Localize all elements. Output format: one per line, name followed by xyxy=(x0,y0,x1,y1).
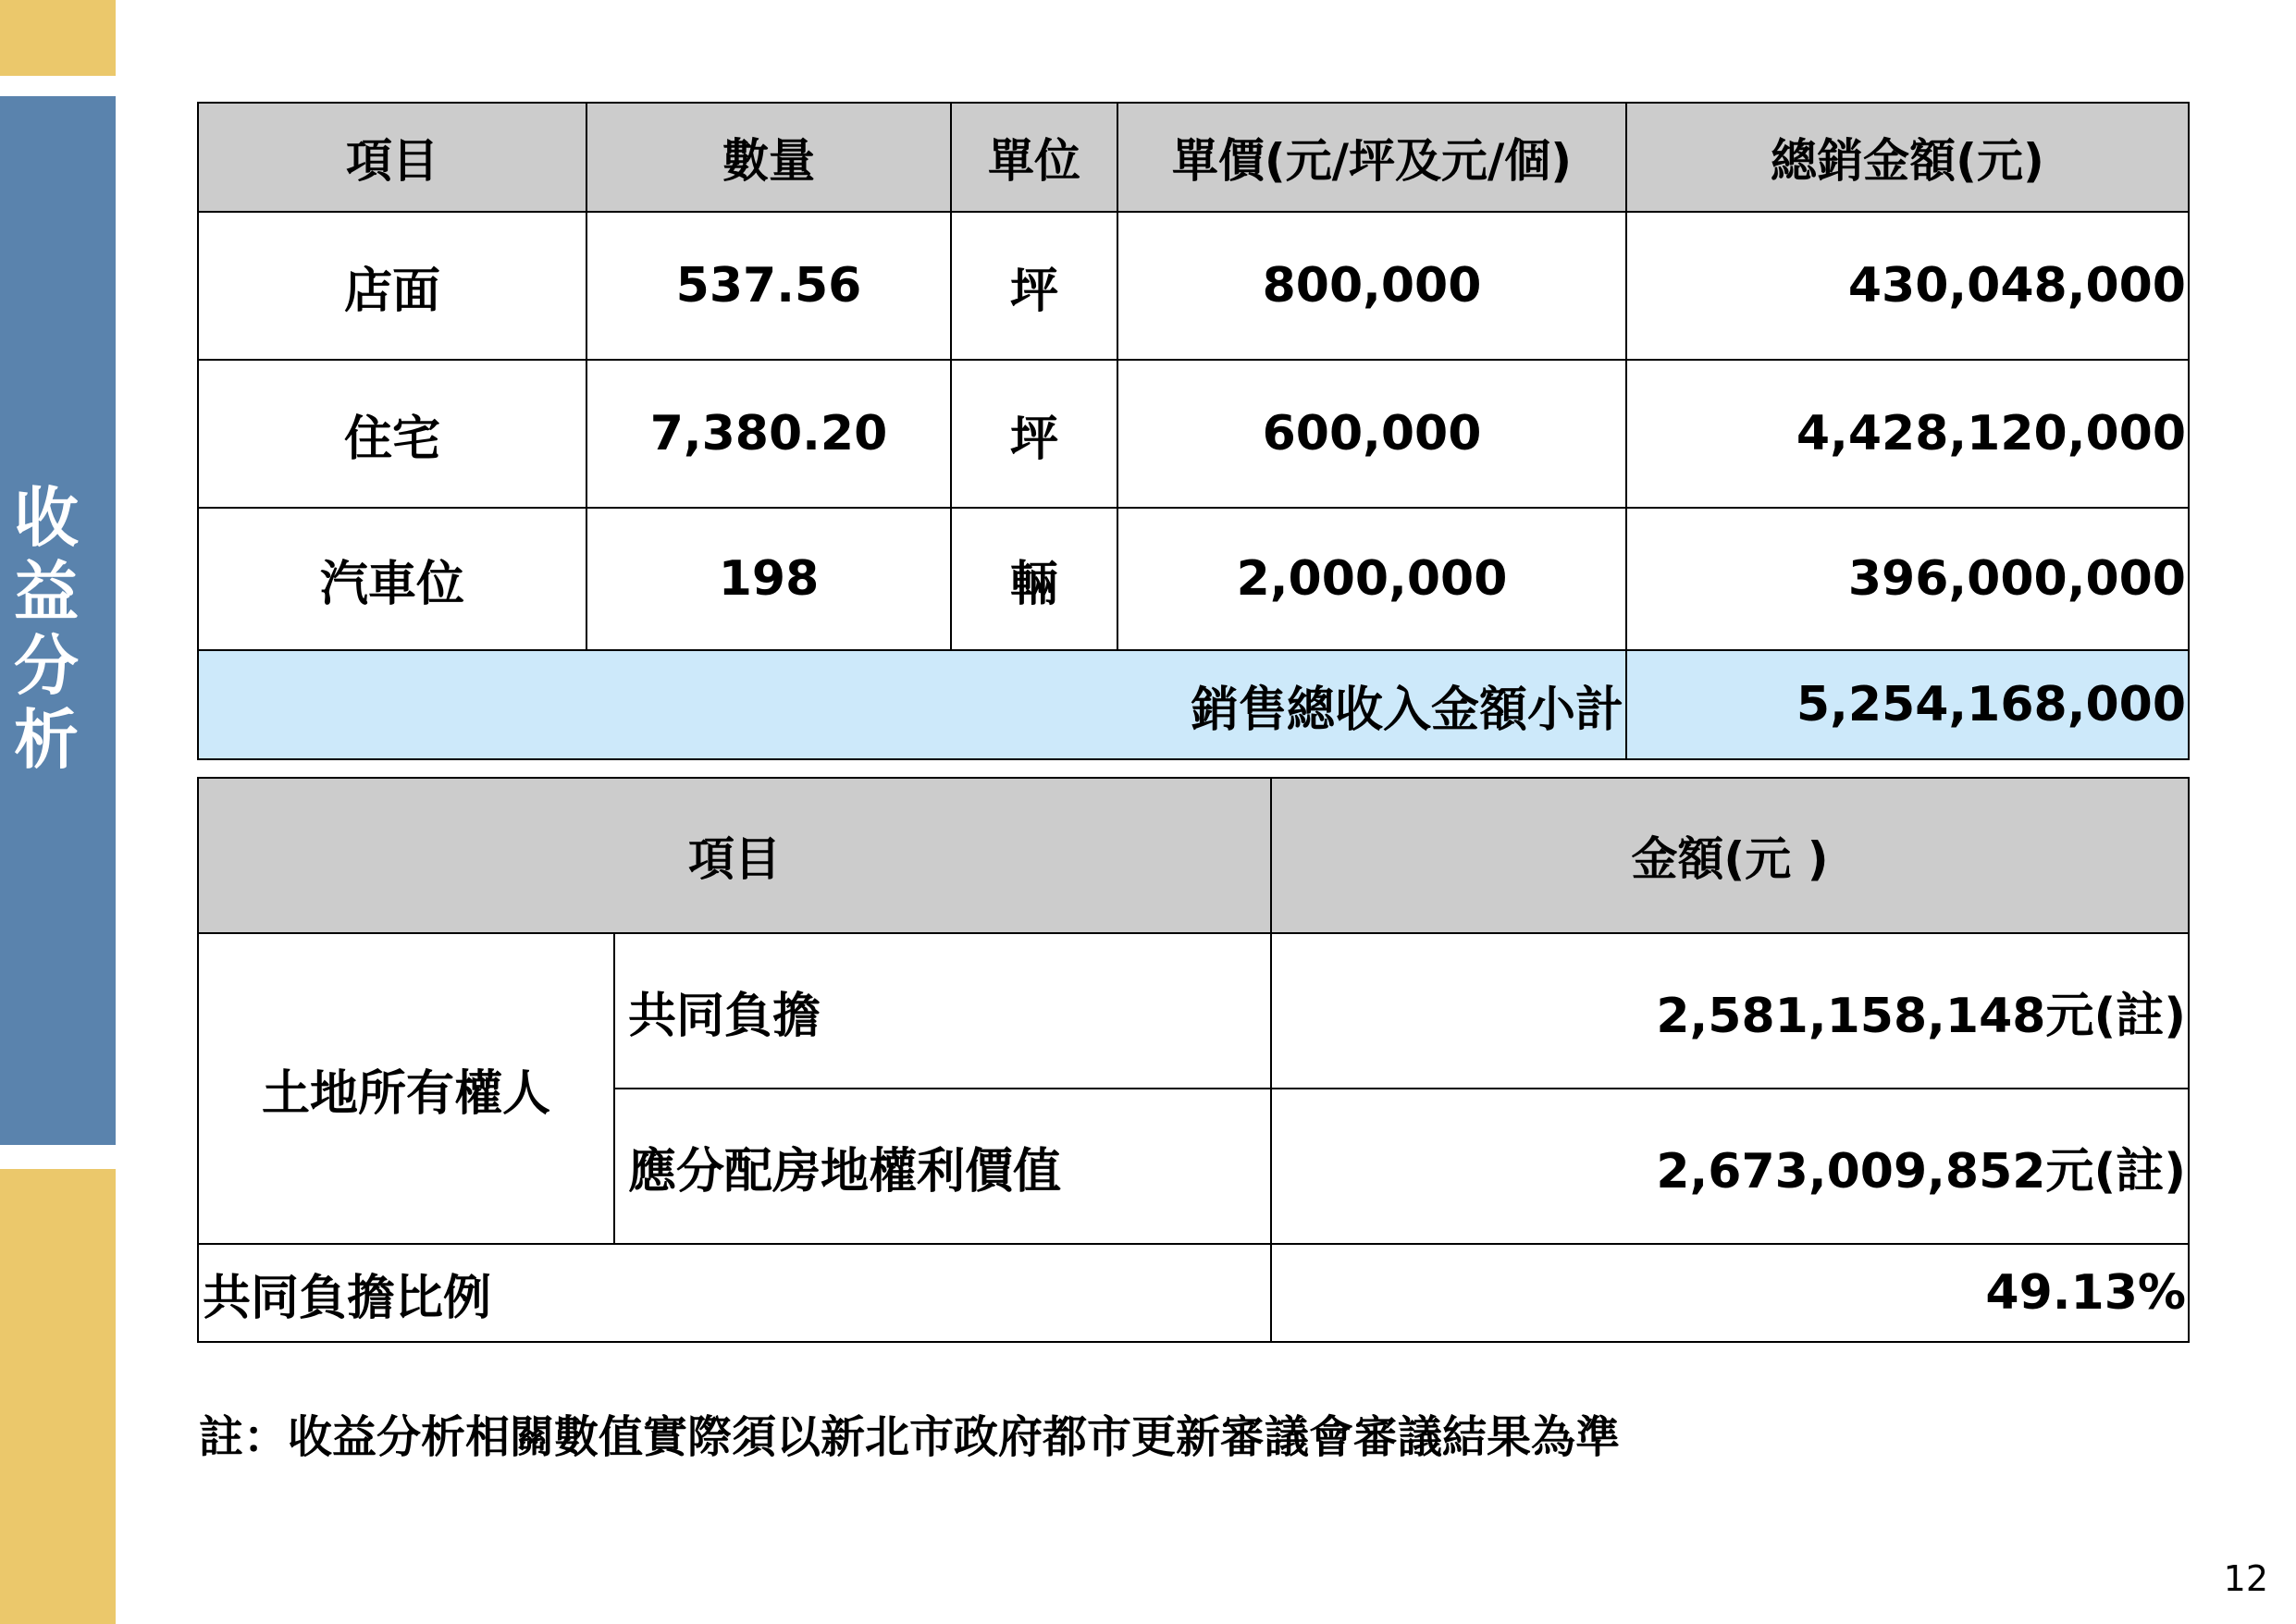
total-sales-cell: 430,048,000 xyxy=(1626,212,2189,360)
section-title xyxy=(0,481,93,777)
sales-revenue-table xyxy=(197,102,2190,760)
ratio-row xyxy=(198,1244,2189,1342)
column-header: 項目 xyxy=(198,103,586,212)
column-header: 金額(元 ) xyxy=(1271,778,2189,933)
quantity-cell: 537.56 xyxy=(586,212,951,360)
item-cell: 汽車位 xyxy=(198,508,586,650)
column-header: 數量 xyxy=(586,103,951,212)
total-sales-cell: 4,428,120,000 xyxy=(1626,360,2189,508)
column-header: 單價(元/坪及元/個) xyxy=(1117,103,1626,212)
unit-cell: 坪 xyxy=(951,360,1117,508)
table-row xyxy=(198,933,2189,1089)
quantity-cell: 7,380.20 xyxy=(586,360,951,508)
page-number: 12 xyxy=(2223,1558,2268,1599)
table-row xyxy=(198,212,2189,360)
item-cell: 住宅 xyxy=(198,360,586,508)
section-title-char: 收 xyxy=(14,480,79,556)
sidebar-bottom-bar xyxy=(0,1169,116,1624)
table-header-row xyxy=(198,103,2189,212)
unit-price-cell: 2,000,000 xyxy=(1117,508,1626,650)
column-header: 項目 xyxy=(198,778,1271,933)
table-row xyxy=(198,360,2189,508)
item-cell: 共同負擔 xyxy=(614,933,1271,1089)
subtotal-label: 銷售總收入金額小計 xyxy=(198,650,1626,759)
sidebar-top-bar xyxy=(0,0,116,76)
landowner-group-cell: 土地所有權人 xyxy=(198,933,614,1244)
column-header: 總銷金額(元) xyxy=(1626,103,2189,212)
unit-price-cell: 600,000 xyxy=(1117,360,1626,508)
footnote: 註：收益分析相關數值實際須以新北市政府都市更新審議會審議結果為準 xyxy=(199,1411,1621,1463)
quantity-cell: 198 xyxy=(586,508,951,650)
subtotal-value: 5,254,168,000 xyxy=(1626,650,2189,759)
unit-cell: 坪 xyxy=(951,212,1117,360)
ratio-value: 49.13% xyxy=(1271,1244,2189,1342)
table-row xyxy=(198,508,2189,650)
section-title-char: 析 xyxy=(14,702,79,778)
item-cell: 應分配房地權利價值 xyxy=(614,1089,1271,1244)
subtotal-row xyxy=(198,650,2189,759)
table-header-row xyxy=(198,778,2189,933)
unit-price-cell: 800,000 xyxy=(1117,212,1626,360)
amount-cell: 2,673,009,852元(註) xyxy=(1271,1089,2189,1244)
total-sales-cell: 396,000,000 xyxy=(1626,508,2189,650)
cost-sharing-table xyxy=(197,777,2190,1343)
column-header: 單位 xyxy=(951,103,1117,212)
unit-cell: 輛 xyxy=(951,508,1117,650)
section-title-char: 益 xyxy=(14,554,79,630)
section-title-char: 分 xyxy=(14,628,79,704)
amount-cell: 2,581,158,148元(註) xyxy=(1271,933,2189,1089)
ratio-label: 共同負擔比例 xyxy=(198,1244,1271,1342)
item-cell: 店面 xyxy=(198,212,586,360)
